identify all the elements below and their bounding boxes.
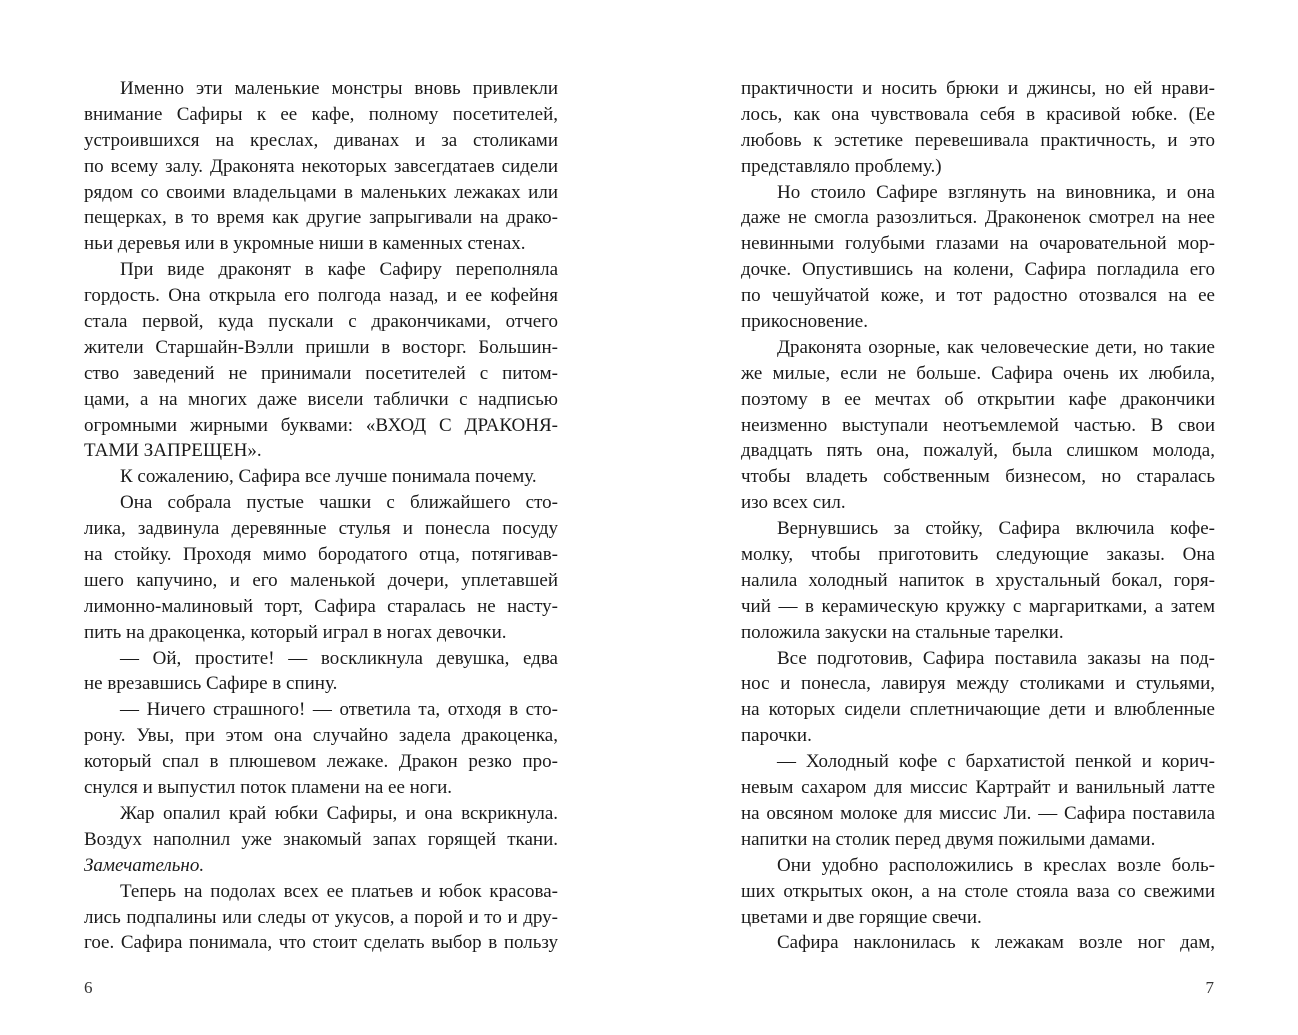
text-line: ТАМИ ЗАПРЕЩЕН». [84, 440, 262, 462]
text-line: Жар опалил край юбки Сафиры, и она вскрикнула. [120, 802, 558, 824]
text-line: прикосновение. [741, 311, 868, 333]
text-line: При виде драконят в кафе Сафиру переполняла [120, 259, 558, 281]
text-line: лимонно-малиновый торт, Сафира старалась не насту- [84, 595, 558, 617]
text-line: чтобы владеть собственным бизнесом, но старалась [741, 466, 1215, 488]
text-line: — Ничего страшного! — ответила та, отходя в сто- [120, 699, 558, 721]
text-line: рядом со своими владельцами в маленьких лежаках или [84, 181, 558, 203]
text-line: на стойку. Проходя мимо бородатого отца, потягивав- [84, 544, 558, 566]
text-line: цами, а на многих даже висели таблички с надписью [84, 388, 558, 410]
text-line: любовь к эстетике перевешивала практичность, и это [741, 129, 1215, 151]
text-line: напитки на столик перед двумя пожилыми дамами. [741, 828, 1156, 850]
text-line: шего капучино, и его маленькой дочери, уплетавшей [84, 569, 558, 591]
text-line: Воздух наполнил уже знакомый запах горящей ткани. [84, 828, 558, 850]
text-line: представляло проблему.) [741, 155, 942, 177]
text-line: Она собрала пустые чашки с ближайшего сто- [120, 492, 558, 514]
text-line: Они удобно расположились в креслах возле боль- [777, 854, 1215, 876]
text-line: ство заведений не принимали посетителей с питом- [84, 362, 558, 384]
text-line: ших открытых окон, а на столе стояла ваза со свежими [741, 880, 1215, 902]
text-line: лось, как она чувствовала себя в красивой юбке. (Ее [741, 103, 1215, 125]
text-line: чий — в керамическую кружку с маргаритками, а затем [741, 595, 1215, 617]
text-line: положила закуски на стальные тарелки. [741, 621, 1064, 643]
text-line: — Холодный кофе с бархатистой пенкой и корич- [777, 751, 1215, 773]
text-line: гордость. Она открыла его полгода назад, и ее кофейня [84, 285, 558, 307]
text-line: — Ой, простите! — воскликнула девушка, едва [120, 647, 558, 669]
text-line: лика, задвинула деревянные стулья и понесла посуду [84, 518, 558, 540]
text-line: рону. Увы, при этом она случайно задела дракоценка, [84, 725, 558, 747]
text-line: на которых сидели сплетничающие дети и влюбленные [741, 699, 1215, 721]
text-line: налила холодный напиток в хрустальный бокал, горя- [741, 569, 1215, 591]
text-line: дочке. Опустившись на колени, Сафира погладила его [741, 259, 1215, 281]
text-line: двадцать пять она, пожалуй, была слишком молода, [741, 440, 1215, 462]
text-line: практичности и носить брюки и джинсы, но ей нрави- [741, 78, 1215, 99]
text-line: неизменно выступали неотъемлемой частью. В свои [741, 414, 1215, 436]
text-line: невинными голубыми глазами на очаровательной мор- [741, 233, 1215, 255]
text-line: Драконята озорные, как человеческие дети, но такие [777, 336, 1215, 358]
text-line: гое. Сафира понимала, что стоит сделать выбор в пользу [84, 932, 558, 954]
text-line: по чешуйчатой коже, и тот радостно отозвался на ее [741, 285, 1215, 307]
right-page-text [741, 76, 1215, 956]
left-page-text [84, 76, 558, 956]
text-line: внимание Сафиры к ее кафе, полному посетителей, [84, 103, 558, 125]
text-line: Сафира наклонилась к лежакам возле ног дам, [777, 932, 1215, 954]
text-line: пить на дракоценка, который играл в ногах девочки. [84, 621, 507, 643]
text-line: ньи деревья или в укромные ниши в каменных стенах. [84, 233, 526, 255]
right-page-number: 7 [1205, 978, 1214, 997]
text-line: Замечательно. [84, 854, 205, 876]
left-page-number: 6 [84, 978, 93, 997]
right-page [649, 0, 1298, 1035]
text-line: Но стоило Сафире взглянуть на виновника, и она [777, 181, 1215, 203]
text-line: снулся и выпустил поток пламени на ее ноги. [84, 777, 453, 799]
text-line: по всему залу. Драконята некоторых завсегдатаев сидели [84, 155, 558, 177]
text-line: даже не смогла разозлиться. Драконенок смотрел на нее [741, 207, 1215, 229]
text-line: который спал в плюшевом лежаке. Дракон резко про- [84, 751, 558, 773]
text-line: К сожалению, Сафира все лучше понимала почему. [120, 466, 537, 488]
text-line: стала первой, куда пускали с дракончиками, отчего [84, 311, 558, 333]
text-line: Вернувшись за стойку, Сафира включила кофе- [777, 518, 1215, 540]
text-line: изо всех сил. [741, 492, 846, 514]
text-line: нос и понесла, лавируя между столиками и стульями, [741, 673, 1215, 695]
text-line: Все подготовив, Сафира поставила заказы на под- [777, 647, 1215, 669]
text-line: пещерках, в то время как другие запрыгивали на драко- [84, 207, 558, 229]
text-line: молку, чтобы приготовить следующие заказы. Она [741, 544, 1215, 566]
text-line: Именно эти маленькие монстры вновь привлекли [120, 78, 558, 99]
text-line: поэтому в ее мечтах об открытии кафе дракончики [741, 388, 1215, 410]
text-line: лись подпалины или следы от укусов, а порой и то и дру- [84, 906, 558, 928]
text-line: не врезавшись Сафире в спину. [84, 673, 338, 695]
text-line: на овсяном молоке для миссис Ли. — Сафира поставила [741, 802, 1215, 824]
text-line: Теперь на подолах всех ее платьев и юбок красова- [120, 880, 558, 902]
text-line: цветами и две горящие свечи. [741, 906, 982, 928]
text-line: огромными жирными буквами: «ВХОД С ДРАКОНЯ- [84, 414, 558, 436]
text-line: же милые, если не больше. Сафира очень их любила, [741, 362, 1215, 384]
text-line: устроившихся на креслах, диванах и за столиками [84, 129, 558, 151]
text-line: невым сахаром для миссис Картрайт и ванильный латте [741, 777, 1215, 799]
text-line: парочки. [741, 725, 812, 747]
text-line: жители Старшайн-Вэлли пришли в восторг. Большин- [84, 336, 558, 358]
